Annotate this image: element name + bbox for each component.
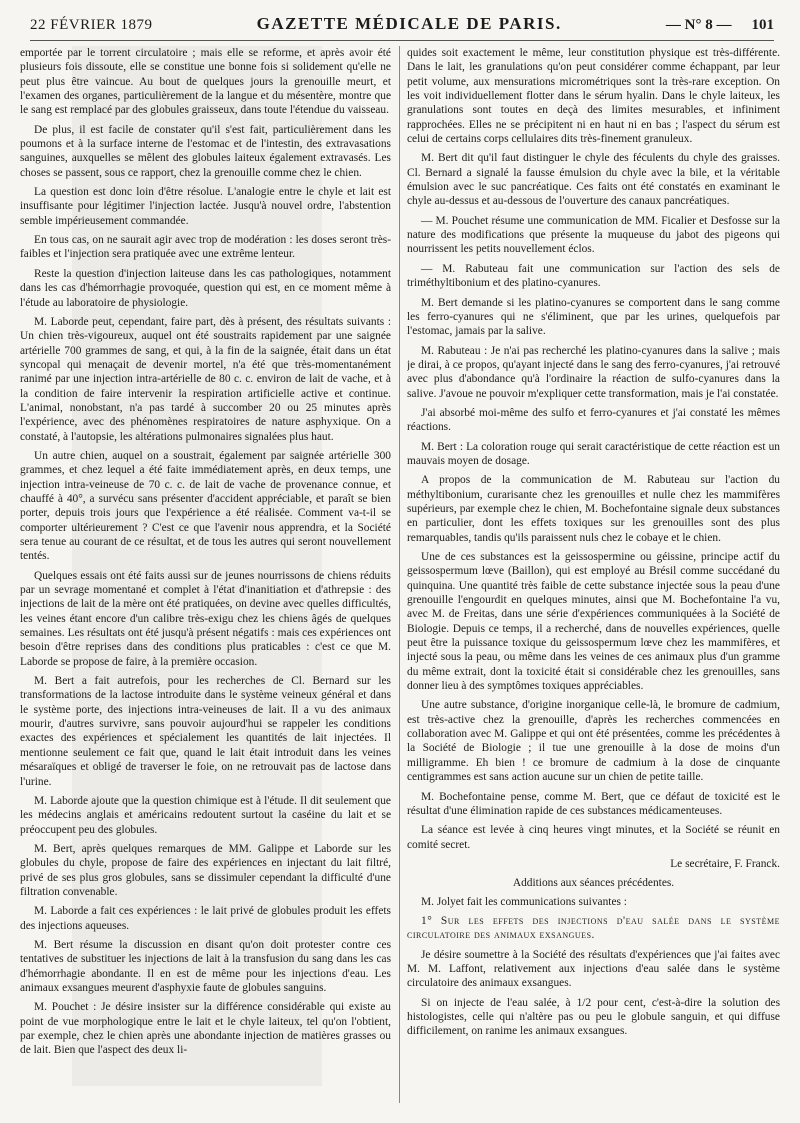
paragraph: Reste la question d'injection laiteuse dans les cas pathologiques, notamment dans les cas d'hémorrhagie provoquée, question qui est, en ce moment même à l'étude au laboratoire de physiologie. <box>20 267 391 309</box>
paragraph: La question est donc loin d'être résolue. L'analogie entre le chyle et lait est insuffisante pour légitimer l'injection lactée. Jusqu'à nouvel ordre, l'abstention semble impérieusement commandée. <box>20 186 391 227</box>
paragraph: M. Laborde peut, cependant, faire part, dès à présent, des résultats suivants : Un chien très-vigoureux, auquel ont été soustraits rapidement par une saignée artérielle 700 grammes de sang, et qui, à la fin de la saignée, était dans un état syncopal qui menaçait de devenir mortel, n'a été que très-momentanément ranimé par une injection intra-artérielle de 80 c. c. environ de lait de vache, et à la condition de faire intervenir la respiration artificielle active et continue. L'animal, nonobstant, n'a pas tardé à succomber 20 ou 25 minutes après l'expérience, avec des phénomènes respiratoires de nature asphyxique. On a constaté, à l'autopsie, les altérations pulmonaires signalées plus haut. <box>20 315 391 443</box>
secretary-signature: Le secrétaire, F. Franck. <box>670 857 780 870</box>
paragraph: Quelques essais ont été faits aussi sur de jeunes nourrissons de chiens réduits par un sevrage momentané et complet à l'état d'inanitiation et d'athrepsie : des injections de lait de la mère ont été pratiquées, on devine avec quelles difficultés, les veines étant encore d'un calibre très-exigu chez les chiens âgés de quelques semaines. Les résultats ont été jusqu'à présent négatifs : mais ces expériences ont besoin d'être reprises dans des conditions plus praticables : c'est ce que M. Laborde se propose de faire, à la première occasion. <box>20 569 391 668</box>
paragraph: M. Rabuteau : Je n'ai pas recherché les platino-cyanures dans la salive ; mais je dirai, à ce propos, qu'ayant injecté dans le sang des ferro-cyanures, j'ai retrouvé avec plus d'abondance qu'à l'ordinaire la réaction de sulfo-cyanures dans la salive. J'avoue ne pouvoir m'expliquer cette transformation, mais je l'ai constatée. <box>407 344 780 400</box>
issue-number: — N° 8 — <box>665 17 732 33</box>
section-heading: Additions aux séances précédentes. <box>512 877 675 890</box>
paragraph: — M. Rabuteau fait une communication sur l'action des sels de triméthyltibonium et des platino-cyanures. <box>407 262 780 290</box>
page-number: 101 <box>751 17 774 33</box>
paragraph: En tous cas, on ne saurait agir avec trop de modération : les doses seront très-faibles et l'injection sera pratiquée avec une extrême lenteur. <box>20 234 391 261</box>
paragraph: M. Bert a fait autrefois, pour les recherches de Cl. Bernard sur les transformations de la lactose introduite dans le système veineux général et dans le système porte, des injections intra-veineuses de lait. Il a vu des animaux mourir, d'autres survivre, sans pouvoir aujourd'hui se rappeler les conditions exactes des expériences et spécialement les quantités de lait injectées. Il mentionne seulement ce fait que, quand le lait était introduit dans les veines mésaraïques et obligé de traverser le foie, on ne retrouvait pas de lactose dans l'urine. <box>20 675 391 788</box>
paragraph: quides soit exactement le même, leur constitution physique est très-différente. Dans le lait, les granulations qu'on peut considérer comme échappant, par leur petit volume, aux mensurations micrométriques sont la très-rare exception. On les voit individuellement flotter dans le sérum hyalin. Dans le chyle laiteux, les granulations sont toutes en deçà des limites mesurables, et infiniment rapprochées. Elles ne se précipitent ni en haut ni en bas ; l'aspect du sérum est celui de certains corps cellulaires dits très-finement granuleux. <box>407 47 780 146</box>
paragraph: M. Jolyet fait les communications suivantes : <box>421 895 627 908</box>
paragraph: Je désire soumettre à la Société des résultats d'expériences que j'ai faites avec M. M. Laffont, relativement aux injections d'eau salée dans le système circulatoire des animaux exsangues. <box>407 948 780 990</box>
right-column <box>407 46 780 1115</box>
paragraph: Une de ces substances est la geissospermine ou géissine, principe actif du geissospermum lœve (Baillon), qui est employé au Brésil comme succédané du quinquina. Une quantité très faible de cette substance injectée sous la peau d'une grenouille l'engourdit en quelques minutes, ainsi que M. Bochefontaine l'a vu, avec M. de Freitas, dans une série d'expériences communiquées à la Société de Biologie. Depuis ce temps, il a recherché, dans de nouvelles expériences, quelle peut être la puissance toxique du geissospermum lœve chez les mammifères, et injecté sous la peau, ou même dans les veines de ces animaux plus d'un gramme du même extrait, dont la toxicité était si considérable chez les grenouilles, sans donner lieu à des symptômes toxiques appréciables. <box>407 551 780 693</box>
paragraph: M. Bert : La coloration rouge qui serait caractéristique de cette réaction est un mauvais moyen de dosage. <box>407 440 780 467</box>
paragraph: M. Laborde ajoute que la question chimique est à l'étude. Il dit seulement que les médecins anglais et américains redoutent surtout la caséine du lait et se préoccupent peu des globules. <box>20 794 391 836</box>
paragraph: J'ai absorbé moi-même des sulfo et ferro-cyanures et j'ai constaté les mêmes réactions. <box>407 406 780 434</box>
page-header <box>30 14 774 41</box>
issue-date: 22 FÉVRIER 1879 <box>30 17 153 33</box>
paragraph: M. Bert résume la discussion en disant qu'on doit protester contre ces tentatives de substituer les injections de lait à la transfusion du sang dans les cas d'hémorrhagie abondante. Il en est de même pour les injections d'eau. Les animaux exsangues meurent d'asphyxie faute de globules sanguins. <box>20 938 391 994</box>
paragraph: — M. Pouchet résume une communication de MM. Ficalier et Desfosse sur la nature des modifications que présente la muqueuse du jabot des pigeons qui nourrissent les petits nouvellement éclos. <box>407 214 780 256</box>
paragraph: Si on injecte de l'eau salée, à 1/2 pour cent, c'est-à-dire la solution des histologistes, celle qui n'altère pas ou peu le globule sanguin, et qui diffuse difficilement, on ranime les animaux exsangues. <box>407 996 780 1038</box>
publication-title: GAZETTE MÉDICALE DE PARIS. <box>256 14 562 33</box>
paragraph: La séance est levée à cinq heures vingt minutes, et la Société se réunit en comité secret. <box>407 824 780 851</box>
paragraph: M. Bochefontaine pense, comme M. Bert, que ce défaut de toxicité est le résultat d'une élimination rapide de ces substances médicamenteuses. <box>407 790 780 817</box>
paragraph: De plus, il est facile de constater qu'il s'est fait, particulièrement dans les poumons et à la surface interne de l'estomac et de l'intestin, des extravasations sanguines, auxquelles se mêlent des globules laiteux également extravasés. Les choses se passent, sous ce rapport, chez la grenouille comme chez le chien. <box>20 123 391 179</box>
column-divider <box>399 46 400 1103</box>
paragraph: M. Pouchet : Je désire insister sur la différence considérable qui existe au point de vue morphologique entre le lait et le chyle laiteux, tel qu'on l'obtient, par exemple, chez le chien après une abondante injection de matières grasses ou de lait. Bien que l'aspect des deux li- <box>20 1001 391 1057</box>
issue-and-page <box>666 16 774 34</box>
paragraph: M. Bert dit qu'il faut distinguer le chyle des féculents du chyle des graisses. Cl. Bernard a signalé la fausse émulsion du chyle avec la bile, et la véritable émulsion avec le suc pancréatique. Ces faits ont été constatés en examinant le chyle au-dessus et au-dessous de l'ouverture des canaux pancréatiques. <box>407 152 780 208</box>
paragraph: M. Laborde a fait ces expériences : le lait privé de globules produit les effets des injections aqueuses. <box>20 905 391 932</box>
paragraph: Une autre substance, d'origine inorganique celle-là, le bromure de cadmium, est très-active chez la grenouille, d'après les recherches commencées en collaboration avec M. Galippe et qui ont été présentées, comme les précédentes à la Société de Biologie ; il tue une grenouille à la dose de moins d'un milligramme. Eh bien ! ce bromure de cadmium à la dose de cinquante centigrammes est sans action aucune sur un chien de petite taille. <box>407 699 780 784</box>
left-column <box>20 46 391 1115</box>
paragraph: A propos de la communication de M. Rabuteau sur l'action du méthyltibonium, curarisante chez les grenouilles et nulle chez les mammifères supérieurs, par exemple chez le chien, M. Bochefontaine signale deux substances en particulier, dont les effets toxiques sur les grenouilles sont des plus remarquables, tandis qu'ils paraissent nuls chez le cobaye et le chien. <box>407 474 780 544</box>
subsection-heading: 1° Sur les effets des injections d'eau salée dans le système circulatoire des animaux exsangues. <box>407 914 780 942</box>
paragraph: M. Bert demande si les platino-cyanures se comportent dans le sang comme les ferro-cyanures qui ne s'éliminent, que par les urines, quelquefois par l'estomac, jamais par la salive. <box>407 296 780 338</box>
paragraph: Un autre chien, auquel on a soustrait, également par saignée artérielle 300 grammes, et chez lequel a été faite immédiatement après, en deux temps, une injection intra-veineuse de 70 c. c. de lait de vache de provenance connue, et chauffé à 40°, a survécu sans présenter d'accident appréciable, et paraît se bien porter, depuis trois jours que l'expérience a été réalisée. Comment va-t-il se comporter ultérieurement ? C'est ce que l'avenir nous apprendra, et la Société sera tenue au courant de ce résultat, et de tous les autres qui seront nouvellement tentés. <box>20 449 391 563</box>
paragraph: M. Bert, après quelques remarques de MM. Galippe et Laborde sur les globules du chyle, propose de faire des expériences en injectant du lait filtré, privé de ses plus gros globules, sans se dissimuler cependant la difficulté d'une filtration convenable. <box>20 842 391 898</box>
paragraph: emportée par le torrent circulatoire ; mais elle se reforme, et après avoir été plusieurs fois dissoute, elle se constitue une bonne fois si solidement qu'elle ne peut plus être vaincue. Au bout de quelques jours la grenouille meurt, et l'examen des organes, particulièrement de la langue et du mésentère, montre que le sang est remplacé par des globules graisseux, dans toute l'étendue du vaisseau. <box>20 47 391 117</box>
